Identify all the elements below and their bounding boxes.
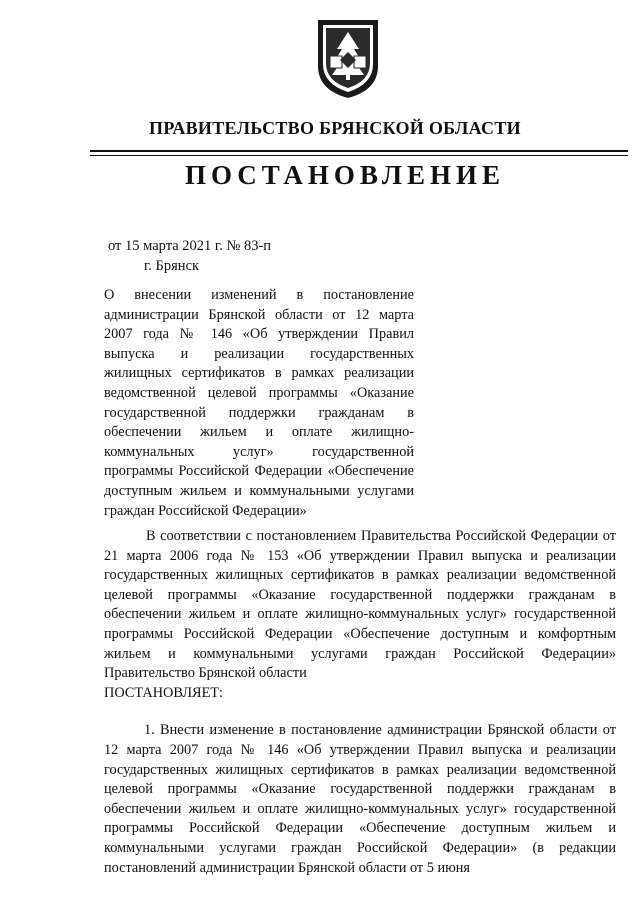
decree-word: ПОСТАНОВЛЯЕТ:: [104, 684, 224, 701]
document-type: ПОСТАНОВЛЕНИЕ: [184, 160, 506, 190]
government-title: ПРАВИТЕЛЬСТВО БРЯНСКОЙ ОБЛАСТИ: [149, 118, 521, 138]
item-1-paragraph: 1. Внести изменение в постановление администрации Брянской области от 12 марта 2007 года № 146 «Об утверждении Правил выпуска и реализации государственных жилищных сертификатов в рамках реализации ведомственной целевой программы «Оказание государственной поддержки гражданам в обеспечении жильем и оплате жилищно-коммунальных услуг» государственной программы Российской Федерации «Обеспечение доступным жильем и коммунальными услугами граждан Российской Федерации» (в редакции постановлений администрации Брянской области от 5 июня: [104, 722, 616, 876]
document-body: [104, 527, 616, 878]
header-rule-thin: [90, 155, 628, 156]
document-meta: [108, 236, 271, 276]
header-rule-thick: [90, 150, 628, 152]
date-number: от 15 марта 2021 г. № 83-п: [108, 238, 272, 254]
document-subject: О внесении изменений в постановление администрации Брянской области от 12 марта 2007 года № 146 «Об утверждении Правил выпуска и реализации государственных жилищных сертификатов в рамках реализации ведомственной целевой программы «Оказание государственной поддержки гражданам в обеспечении жильем и оплате жилищно-коммунальных услуг» государственной программы Российской Федерации «Обеспечение доступным жильем и коммунальными услугами граждан Российской Федерации»: [104, 287, 414, 519]
city: г. Брянск: [144, 258, 200, 274]
preamble-paragraph: В соответствии с постановлением Правительства Российской Федерации от 21 марта 2006 года № 153 «Об утверждении Правил выпуска и реализации государственных жилищных сертификатов в рамках реализации ведомственной целевой программы «Оказание государственной поддержки гражданам в обеспечении жильем и оплате жилищно-коммунальных услуг» государственной программы Российской Федерации «Обеспечение доступным и комфортным жильем и коммунальными услугами граждан Российской Федерации» Правительство Брянской области: [104, 528, 616, 682]
bryansk-coat-of-arms-icon: [312, 16, 384, 100]
